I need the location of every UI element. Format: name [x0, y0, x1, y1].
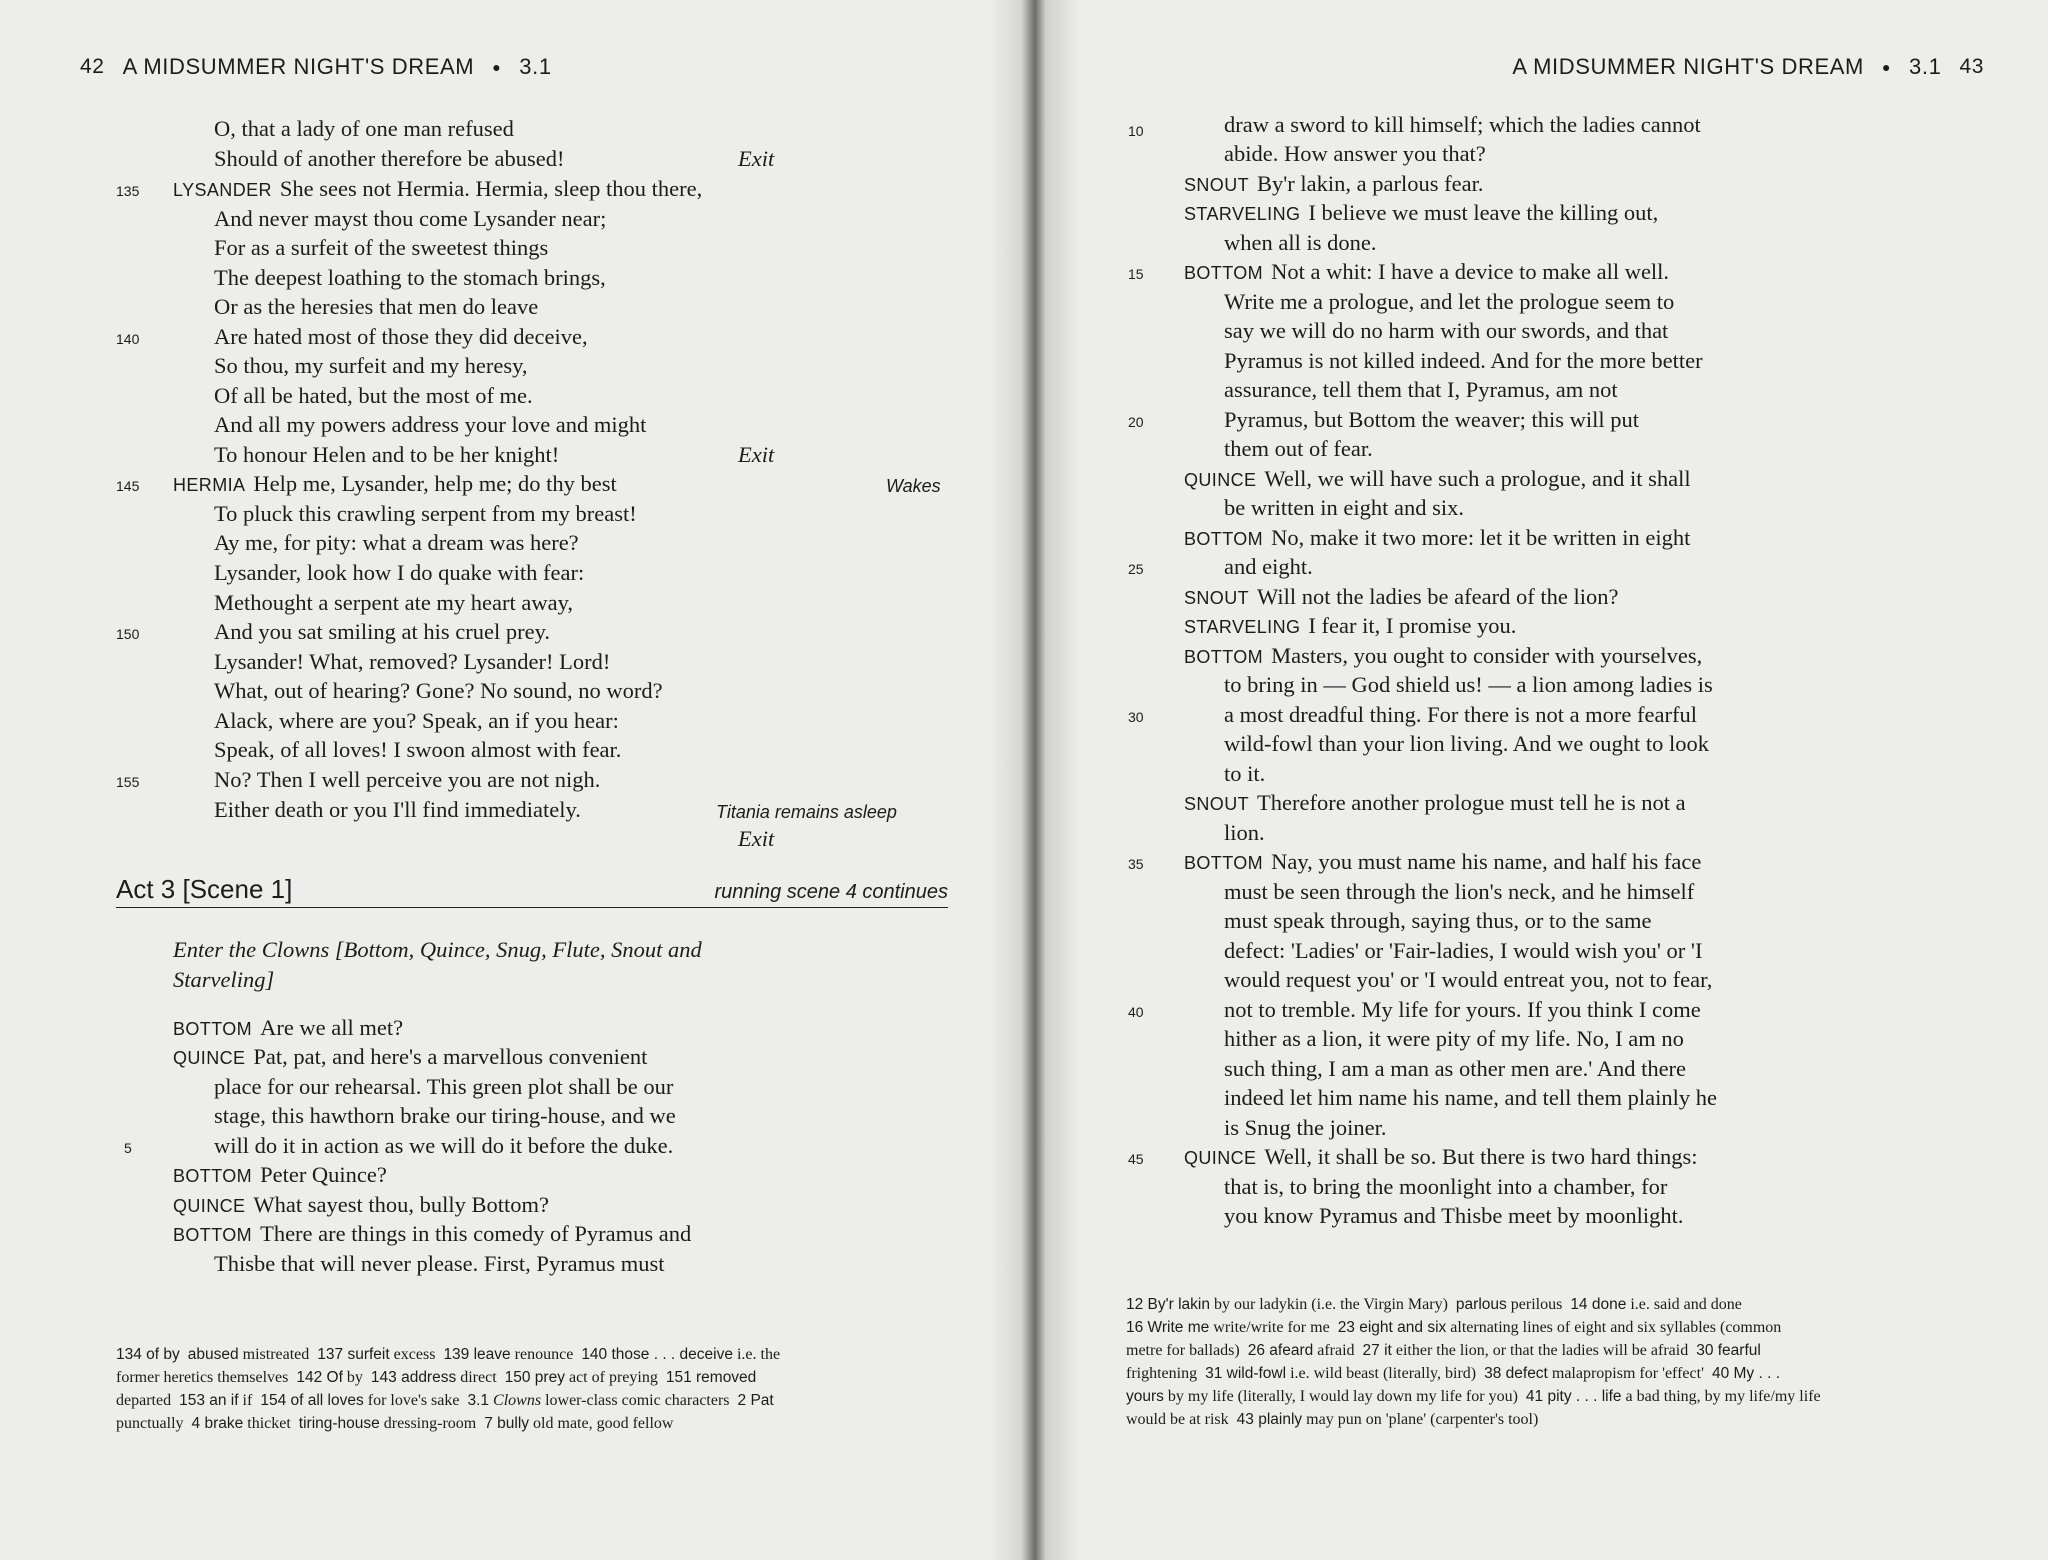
prose-line: hither as a lion, it were pity of my life. No, I am no — [1224, 1026, 1684, 1051]
left-running-header — [80, 54, 552, 80]
verse-line: Speak, of all loves! I swoon almost with fear. — [214, 737, 622, 762]
line-number: 15 — [1128, 266, 1144, 282]
verse-line: Methought a serpent ate my heart away, — [214, 590, 574, 615]
speaker-name: STARVELING — [1184, 617, 1301, 637]
prose-line: would request you' or 'I would entreat you, not to fear, — [1224, 967, 1713, 992]
line-number: 5 — [124, 1140, 132, 1156]
speaker-name: BOTTOM — [1184, 529, 1264, 549]
line-number: 25 — [1128, 561, 1144, 577]
prose-line: and eight. — [1224, 554, 1313, 579]
verse-line: What, out of hearing? Gone? No sound, no word? — [214, 678, 663, 703]
verse-line: Are hated most of those they did deceive, — [214, 324, 588, 349]
entrance-direction: Enter the Clowns [Bottom, Quince, Snug, Flute, Snout and — [173, 937, 702, 962]
prose-line: Pyramus, but Bottom the weaver; this will put — [1224, 407, 1639, 432]
speaker-name: BOTTOM — [173, 1225, 253, 1245]
verse-line: Alack, where are you? Speak, an if you hear: — [214, 708, 619, 733]
prose-line: you know Pyramus and Thisbe meet by moonlight. — [1224, 1203, 1684, 1228]
bullet-icon: ● — [492, 59, 502, 75]
prose-line: Thisbe that will never please. First, Pyramus must — [214, 1251, 665, 1276]
line-number: 35 — [1128, 856, 1144, 872]
speech-line: BOTTOM Peter Quince? — [173, 1162, 387, 1187]
footnote-line: former heretics themselves 142 Of by 143 address direct 150 prey act of preying 151 removed — [116, 1369, 757, 1386]
stage-direction: Wakes — [886, 476, 941, 496]
line-number: 155 — [116, 774, 140, 790]
speech-line: SNOUT By'r lakin, a parlous fear. — [1184, 171, 1484, 196]
prose-line: stage, this hawthorn brake our tiring-house, and we — [214, 1103, 676, 1128]
prose-line: not to tremble. My life for yours. If you think I come — [1224, 997, 1701, 1022]
line-number: 145 — [116, 478, 140, 494]
act-note: running scene 4 continues — [714, 881, 948, 903]
speech-line: BOTTOM Nay, you must name his name, and half his face — [1184, 849, 1702, 874]
speech-line: QUINCE Pat, pat, and here's a marvellous convenient — [173, 1044, 648, 1069]
speaker-name: QUINCE — [173, 1048, 246, 1068]
footnote-line: would be at risk 43 plainly may pun on 'plane' (carpenter's tool) — [1126, 1411, 1539, 1428]
act-heading — [116, 874, 948, 908]
speech-line: BOTTOM Masters, you ought to consider with yourselves, — [1184, 643, 1703, 668]
page-number: 42 — [80, 55, 105, 78]
prose-line: defect: 'Ladies' or 'Fair-ladies, I would wish you' or 'I — [1224, 938, 1703, 963]
stage-direction: Exit — [738, 146, 775, 171]
footnotes — [1126, 1293, 1986, 1431]
speaker-name: SNOUT — [1184, 588, 1249, 608]
speaker-name: QUINCE — [1184, 470, 1257, 490]
line-number: 150 — [116, 626, 140, 642]
prose-line: to bring in — God shield us! — a lion among ladies is — [1224, 672, 1713, 697]
verse-line: Should of another therefore be abused! — [214, 146, 565, 171]
footnote-line: metre for ballads) 26 afeard afraid 27 it either the lion, or that the ladies will be afraid 30 fearful — [1126, 1342, 1761, 1359]
stage-direction: Exit — [738, 442, 775, 467]
prose-line: when all is done. — [1224, 230, 1377, 255]
verse-line: To pluck this crawling serpent from my breast! — [214, 501, 637, 526]
footnote-line: 134 of by abused mistreated 137 surfeit excess 139 leave renounce 140 those . . . deceive i.e. the — [116, 1346, 781, 1363]
speaker-name: LYSANDER — [173, 180, 272, 200]
verse-line: And all my powers address your love and might — [214, 412, 647, 437]
verse-line: Or as the heresies that men do leave — [214, 294, 539, 319]
speech-line: STARVELING I fear it, I promise you. — [1184, 613, 1517, 638]
speaker-name: HERMIA — [173, 475, 246, 495]
speech-line: LYSANDER She sees not Hermia. Hermia, sleep thou there, — [173, 176, 703, 201]
line-number: 20 — [1128, 414, 1144, 430]
right-page — [1028, 0, 2048, 1560]
act-title: Act 3 [Scene 1] — [116, 874, 293, 904]
prose-line: is Snug the joiner. — [1224, 1115, 1387, 1140]
footnotes — [116, 1343, 952, 1435]
prose-line: must speak through, saying thus, or to the same — [1224, 908, 1652, 933]
bullet-icon: ● — [1881, 59, 1892, 75]
prose-line: indeed let him name his name, and tell them plainly he — [1224, 1085, 1717, 1110]
footnote-line: yours by my life (literally, I would lay down my life for you) 41 pity . . . life a bad thing, by my life/my life — [1126, 1388, 1821, 1405]
speech-line: HERMIA Help me, Lysander, help me; do thy best — [173, 471, 617, 496]
verse-line: The deepest loathing to the stomach brings, — [214, 265, 606, 290]
speech-line: BOTTOM Not a whit: I have a device to make all well. — [1184, 259, 1670, 284]
prose-line: to it. — [1224, 761, 1266, 786]
speaker-name: BOTTOM — [1184, 647, 1264, 667]
prose-line: be written in eight and six. — [1224, 495, 1464, 520]
footnote-line: departed 153 an if if 154 of all loves for love's sake 3.1 Clowns lower-class comic characters 2 Pat — [116, 1392, 774, 1409]
speaker-name: SNOUT — [1184, 794, 1249, 814]
speaker-name: QUINCE — [173, 1196, 246, 1216]
stage-direction: Exit — [738, 826, 775, 851]
prose-line: Write me a prologue, and let the prologue seem to — [1224, 289, 1675, 314]
speech-line: QUINCE Well, it shall be so. But there is two hard things: — [1184, 1144, 1698, 1169]
line-number: 135 — [116, 183, 140, 199]
footnote-line: frightening 31 wild-fowl i.e. wild beast (literally, bird) 38 defect malapropism for 'effect' 40 My . . . — [1126, 1365, 1781, 1382]
speech-line: SNOUT Will not the ladies be afeard of the lion? — [1184, 584, 1619, 609]
speech-line: BOTTOM No, make it two more: let it be written in eight — [1184, 525, 1691, 550]
speaker-name: BOTTOM — [173, 1019, 253, 1039]
speech-line: SNOUT Therefore another prologue must tell he is not a — [1184, 790, 1686, 815]
speaker-name: BOTTOM — [1184, 263, 1264, 283]
footnote-line: 12 By'r lakin by our ladykin (i.e. the Virgin Mary) parlous perilous 14 done i.e. said and done — [1126, 1296, 1742, 1313]
scene-ref: 3.1 — [1909, 54, 1942, 79]
verse-line: No? Then I well perceive you are not nigh. — [214, 767, 601, 792]
speech-line: STARVELING I believe we must leave the killing out, — [1184, 200, 1659, 225]
verse-line: Either death or you I'll find immediately. — [214, 797, 581, 822]
speaker-name: BOTTOM — [173, 1166, 253, 1186]
prose-line: say we will do no harm with our swords, and that — [1224, 318, 1669, 343]
prose-line: place for our rehearsal. This green plot shall be our — [214, 1074, 674, 1099]
prose-line: that is, to bring the moonlight into a chamber, for — [1224, 1174, 1668, 1199]
prose-line: assurance, tell them that I, Pyramus, am not — [1224, 377, 1618, 402]
line-number: 40 — [1128, 1004, 1144, 1020]
prose-line: will do it in action as we will do it before the duke. — [214, 1133, 674, 1158]
prose-line: such thing, I am a man as other men are.' And there — [1224, 1056, 1687, 1081]
running-title: A MIDSUMMER NIGHT'S DREAM — [1512, 54, 1864, 79]
verse-line: Lysander, look how I do quake with fear: — [214, 560, 585, 585]
verse-line: O, that a lady of one man refused — [214, 116, 514, 141]
speaker-name: QUINCE — [1184, 1148, 1257, 1168]
prose-line: lion. — [1224, 820, 1265, 845]
prose-line: a most dreadful thing. For there is not a more fearful — [1224, 702, 1697, 727]
verse-line: Lysander! What, removed? Lysander! Lord! — [214, 649, 611, 674]
verse-line: Of all be hated, but the most of me. — [214, 383, 533, 408]
line-number: 30 — [1128, 709, 1144, 725]
speaker-name: STARVELING — [1184, 204, 1301, 224]
verse-line: And you sat smiling at his cruel prey. — [214, 619, 550, 644]
prose-line: them out of fear. — [1224, 436, 1373, 461]
show-through-text — [600, 118, 605, 148]
speech-line: QUINCE What sayest thou, bully Bottom? — [173, 1192, 549, 1217]
verse-line: For as a surfeit of the sweetest things — [214, 235, 549, 260]
prose-line: abide. How answer you that? — [1224, 141, 1486, 166]
entrance-direction: Starveling] — [173, 967, 275, 992]
speech-line: BOTTOM There are things in this comedy of Pyramus and — [173, 1221, 692, 1246]
line-number: 140 — [116, 331, 140, 347]
footnote-line: 16 Write me write/write for me 23 eight and six alternating lines of eight and six syllables (common — [1126, 1319, 1782, 1336]
verse-line: Ay me, for pity: what a dream was here? — [214, 530, 579, 555]
line-number: 10 — [1128, 123, 1144, 139]
running-title: A MIDSUMMER NIGHT'S DREAM — [122, 54, 475, 79]
scene-ref: 3.1 — [519, 54, 552, 79]
prose-line: must be seen through the lion's neck, and he himself — [1224, 879, 1695, 904]
footnote-line: punctually 4 brake thicket tiring-house dressing-room 7 bully old mate, good fellow — [116, 1415, 674, 1432]
speaker-name: BOTTOM — [1184, 853, 1264, 873]
page-number: 43 — [1959, 55, 1984, 78]
verse-line: So thou, my surfeit and my heresy, — [214, 353, 528, 378]
verse-line: And never mayst thou come Lysander near; — [214, 206, 607, 231]
speech-line: BOTTOM Are we all met? — [173, 1015, 404, 1040]
speech-line: QUINCE Well, we will have such a prologue, and it shall — [1184, 466, 1691, 491]
right-running-header — [1512, 54, 1984, 80]
speaker-name: SNOUT — [1184, 175, 1249, 195]
prose-line: draw a sword to kill himself; which the ladies cannot — [1224, 112, 1701, 137]
stage-direction: Titania remains asleep — [716, 802, 897, 822]
prose-line: Pyramus is not killed indeed. And for the more better — [1224, 348, 1703, 373]
line-number: 45 — [1128, 1151, 1144, 1167]
prose-line: wild-fowl than your lion living. And we ought to look — [1224, 731, 1709, 756]
verse-line: To honour Helen and to be her knight! — [214, 442, 560, 467]
